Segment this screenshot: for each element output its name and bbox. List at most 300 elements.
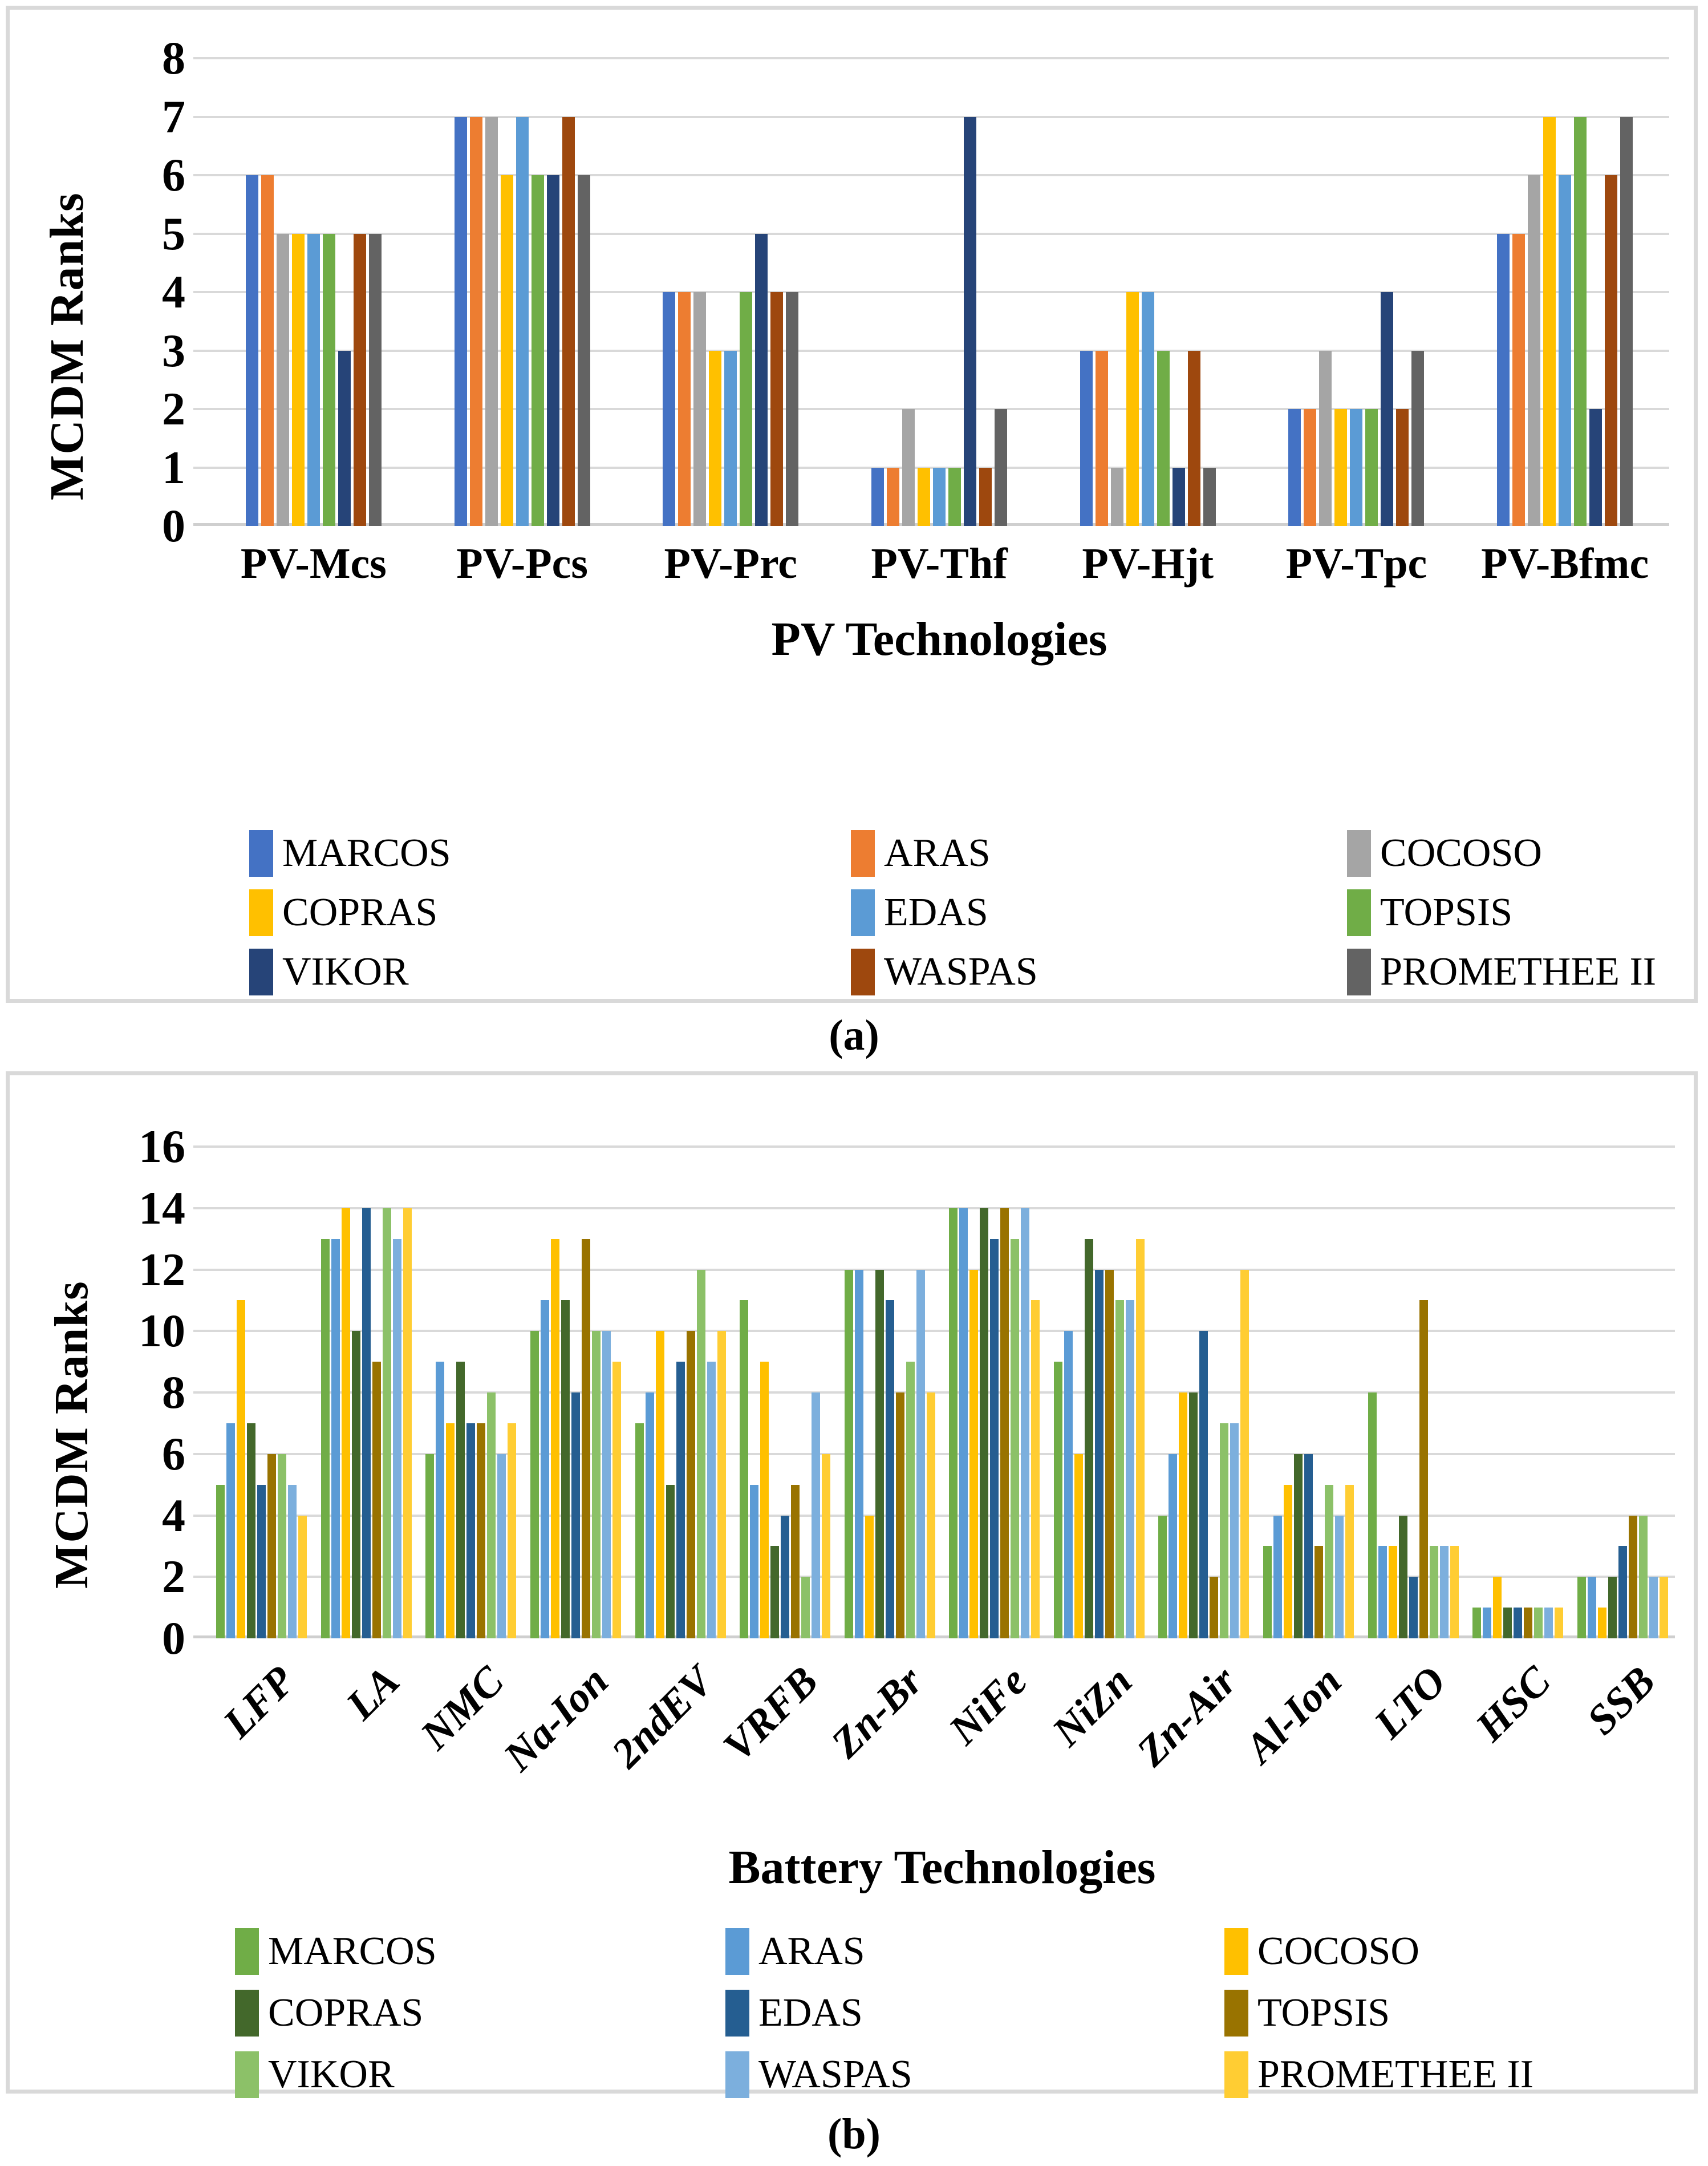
bar-group-PV-Prc	[626, 58, 835, 526]
x-axis-title: Battery Technologies	[728, 1841, 1156, 1894]
bar-MARCOS-LA	[321, 1239, 330, 1638]
bar-TOPSIS-Zn-Air	[1210, 1577, 1218, 1638]
legend-label: EDAS	[884, 890, 988, 934]
y-axis-ticks	[10, 32, 192, 552]
bar-VIKOR-PV-Mcs	[338, 351, 351, 527]
bar-TOPSIS-Zn-Br	[896, 1392, 904, 1638]
legend-label: COPRAS	[282, 890, 438, 934]
bar-group-PV-Thf	[835, 58, 1044, 526]
bar-COCOSO-LFP	[237, 1300, 245, 1638]
y-tick-label: 1	[162, 441, 185, 493]
bar-ARAS-PV-Tpc	[1304, 409, 1316, 526]
legend-item-VIKOR	[249, 947, 851, 997]
battery-rank-chart	[10, 1075, 1694, 2096]
bar-WASPAS-NiZn	[1126, 1300, 1134, 1638]
bar-ARAS-LFP	[226, 1423, 235, 1638]
y-axis-title: MCDM Ranks	[45, 1281, 98, 1589]
bar-WASPAS-PV-Mcs	[354, 234, 366, 527]
bar-PROMETHEE II-PV-Tpc	[1411, 351, 1424, 527]
x-tick-slot	[418, 539, 627, 596]
bar-MARCOS-PV-Mcs	[246, 175, 258, 526]
bar-COPRAS-Al-Ion	[1294, 1454, 1303, 1638]
bar-TOPSIS-HSC	[1524, 1608, 1532, 1638]
bar-COPRAS-VRFB	[770, 1546, 779, 1638]
x-axis-title: PV Technologies	[771, 613, 1107, 666]
bar-ARAS-Al-Ion	[1273, 1516, 1282, 1639]
caption-b: (b)	[827, 2110, 881, 2158]
y-tick-label: 3	[162, 324, 185, 376]
bar-WASPAS-PV-Thf	[979, 468, 992, 527]
legend-swatch-icon	[1347, 889, 1371, 936]
legend-swatch-icon	[725, 1990, 749, 2037]
bar-ARAS-NiZn	[1064, 1331, 1073, 1638]
bar-COPRAS-HSC	[1503, 1608, 1512, 1638]
legend-label: TOPSIS	[1380, 890, 1513, 934]
bar-ARAS-HSC	[1483, 1608, 1491, 1638]
bar-COPRAS-PV-Prc	[709, 351, 721, 527]
bar-VIKOR-PV-Thf	[964, 117, 976, 527]
bar-group-LFP	[209, 1147, 314, 1638]
bar-VIKOR-Al-Ion	[1325, 1485, 1333, 1638]
legend-swatch-icon	[1347, 830, 1371, 877]
bar-ARAS-PV-Prc	[678, 292, 691, 526]
legend-swatch-icon	[1224, 1990, 1248, 2037]
y-tick-label: 16	[139, 1120, 185, 1172]
bar-COCOSO-NiZn	[1074, 1454, 1083, 1638]
legend-label: COCOSO	[1257, 1929, 1419, 1973]
legend-swatch-icon	[1224, 2051, 1248, 2098]
legend-swatch-icon	[235, 1928, 259, 1975]
x-tick-label-2ndEV: 2ndEV	[603, 1657, 723, 1777]
bar-ARAS-PV-Pcs	[470, 117, 482, 527]
bar-COPRAS-NiFe	[980, 1208, 988, 1638]
bar-COCOSO-PV-Prc	[693, 292, 706, 526]
bar-TOPSIS-NMC	[477, 1423, 485, 1638]
bar-TOPSIS-2ndEV	[687, 1331, 695, 1638]
legend-label: MARCOS	[282, 831, 451, 875]
bar-WASPAS-PV-Prc	[770, 292, 783, 526]
legend-swatch-icon	[1347, 949, 1371, 995]
bar-groups	[209, 1147, 1675, 1638]
x-tick-slot	[942, 1647, 1047, 1824]
bar-group-HSC	[1466, 1147, 1571, 1638]
bar-TOPSIS-LA	[372, 1362, 381, 1638]
legend-item-PROMETHEE II	[1224, 2050, 1615, 2100]
bar-PROMETHEE II-LA	[403, 1208, 412, 1638]
x-tick-slot	[1252, 539, 1461, 596]
bar-COPRAS-PV-Tpc	[1334, 409, 1347, 526]
bar-WASPAS-LTO	[1440, 1546, 1449, 1638]
x-tick-slot	[626, 539, 835, 596]
y-tick-label: 8	[162, 1366, 185, 1418]
y-tick-label: 10	[139, 1305, 185, 1357]
y-tick-label: 4	[162, 266, 185, 318]
bar-MARCOS-LTO	[1368, 1392, 1377, 1638]
bar-MARCOS-PV-Bfmc	[1497, 234, 1510, 527]
bar-PROMETHEE II-Zn-Air	[1240, 1270, 1249, 1639]
x-tick-label-PV-Tpc: PV-Tpc	[1285, 540, 1427, 588]
bar-VIKOR-LTO	[1430, 1546, 1438, 1638]
bar-WASPAS-VRFB	[812, 1392, 820, 1638]
bar-TOPSIS-SSB	[1629, 1516, 1637, 1639]
bar-EDAS-LFP	[257, 1485, 266, 1638]
bar-ARAS-SSB	[1588, 1577, 1596, 1638]
bar-MARCOS-NiZn	[1054, 1362, 1062, 1638]
x-tick-label-LFP: LFP	[214, 1657, 304, 1747]
bar-COPRAS-Na-Ion	[561, 1300, 570, 1638]
bar-EDAS-HSC	[1514, 1608, 1522, 1638]
x-axis-ticks	[209, 1647, 1675, 1824]
bar-PROMETHEE II-LFP	[298, 1516, 307, 1639]
bar-COCOSO-Zn-Air	[1179, 1392, 1187, 1638]
bar-WASPAS-PV-Hjt	[1188, 351, 1200, 527]
bar-WASPAS-LFP	[288, 1485, 297, 1638]
legend-swatch-icon	[249, 830, 273, 877]
legend-item-VIKOR	[235, 2050, 725, 2100]
bar-VIKOR-LFP	[278, 1454, 286, 1638]
legend-item-MARCOS	[235, 1926, 725, 1977]
x-tick-slot	[835, 539, 1044, 596]
bar-WASPAS-2ndEV	[707, 1362, 716, 1638]
bar-ARAS-VRFB	[750, 1485, 758, 1638]
pv-rank-chart	[10, 10, 1694, 999]
legend-swatch-icon	[235, 1990, 259, 2037]
bar-PROMETHEE II-VRFB	[822, 1454, 830, 1638]
legend-swatch-icon	[1224, 1928, 1248, 1975]
bar-VIKOR-HSC	[1534, 1608, 1543, 1638]
bar-WASPAS-NiFe	[1021, 1208, 1029, 1638]
legend-label: COCOSO	[1380, 831, 1542, 875]
bar-group-PV-Bfmc	[1460, 58, 1669, 526]
bar-ARAS-2ndEV	[646, 1392, 654, 1638]
bar-PROMETHEE II-NiZn	[1136, 1239, 1145, 1638]
bar-group-PV-Mcs	[209, 58, 418, 526]
legend-item-COCOSO	[1347, 828, 1656, 878]
bar-EDAS-NiFe	[990, 1239, 999, 1638]
bar-MARCOS-PV-Hjt	[1080, 351, 1093, 527]
bar-EDAS-PV-Bfmc	[1559, 175, 1571, 526]
bar-EDAS-Zn-Air	[1199, 1331, 1208, 1638]
x-tick-label-Zn-Br: Zn-Br	[822, 1657, 932, 1767]
y-axis-title: MCDM Ranks	[40, 192, 94, 500]
bar-VIKOR-SSB	[1639, 1516, 1648, 1639]
bar-COPRAS-Zn-Air	[1189, 1392, 1198, 1638]
bar-PROMETHEE II-Zn-Br	[927, 1392, 935, 1638]
x-tick-label-PV-Hjt: PV-Hjt	[1082, 540, 1214, 588]
bar-EDAS-PV-Hjt	[1142, 292, 1154, 526]
bar-COCOSO-NMC	[446, 1423, 455, 1638]
bar-EDAS-Na-Ion	[571, 1392, 580, 1638]
x-tick-label-PV-Pcs: PV-Pcs	[456, 540, 588, 588]
bar-MARCOS-PV-Thf	[871, 468, 884, 527]
x-tick-label-SSB: SSB	[1578, 1657, 1665, 1744]
y-tick-label: 6	[162, 1427, 185, 1480]
bar-COCOSO-VRFB	[760, 1362, 769, 1638]
bar-ARAS-NiFe	[959, 1208, 968, 1638]
legend	[235, 1926, 1615, 2100]
bar-VIKOR-Zn-Air	[1220, 1423, 1228, 1638]
bar-group-NiZn	[1047, 1147, 1152, 1638]
bar-MARCOS-PV-Pcs	[455, 117, 467, 527]
legend-item-WASPAS	[725, 2050, 1224, 2100]
bar-WASPAS-Al-Ion	[1335, 1516, 1344, 1639]
legend-item-COPRAS	[249, 888, 851, 938]
x-tick-label-VRFB: VRFB	[714, 1657, 827, 1771]
bar-EDAS-PV-Pcs	[516, 117, 529, 527]
bar-groups	[209, 58, 1669, 526]
bar-PROMETHEE II-HSC	[1555, 1608, 1563, 1638]
legend-swatch-icon	[725, 1928, 749, 1975]
bar-COPRAS-PV-Bfmc	[1543, 117, 1556, 527]
legend-label: VIKOR	[268, 2052, 395, 2096]
bar-COPRAS-Zn-Br	[875, 1270, 884, 1639]
bar-MARCOS-Zn-Air	[1158, 1516, 1167, 1639]
bar-COPRAS-SSB	[1608, 1577, 1617, 1638]
legend-swatch-icon	[851, 889, 875, 936]
caption-a: (a)	[829, 1011, 879, 1059]
y-tick-label: 0	[162, 1612, 185, 1664]
bar-COCOSO-Al-Ion	[1284, 1485, 1292, 1638]
y-tick-label: 7	[162, 90, 185, 143]
bar-PROMETHEE II-PV-Mcs	[369, 234, 382, 527]
x-tick-slot	[1571, 1647, 1675, 1824]
legend-label: WASPAS	[884, 950, 1038, 994]
bar-PROMETHEE II-PV-Prc	[786, 292, 798, 526]
bar-MARCOS-LFP	[216, 1485, 225, 1638]
x-tick-slot	[314, 1647, 419, 1824]
legend-label: COPRAS	[268, 1991, 424, 2035]
bar-ARAS-LA	[331, 1239, 340, 1638]
bar-COCOSO-PV-Bfmc	[1528, 175, 1540, 526]
bar-EDAS-NiZn	[1095, 1270, 1103, 1639]
legend-item-EDAS	[725, 1988, 1224, 2038]
x-tick-slot	[1044, 539, 1252, 596]
y-tick-label: 0	[162, 500, 185, 552]
legend-label: VIKOR	[282, 950, 409, 994]
legend-item-WASPAS	[851, 947, 1347, 997]
bar-ARAS-PV-Mcs	[261, 175, 274, 526]
bar-TOPSIS-PV-Pcs	[532, 175, 544, 526]
bar-EDAS-VRFB	[781, 1516, 789, 1639]
bar-MARCOS-SSB	[1577, 1577, 1586, 1638]
bar-VIKOR-PV-Prc	[755, 234, 768, 527]
bar-WASPAS-LA	[393, 1239, 401, 1638]
x-tick-slot	[1460, 539, 1669, 596]
bar-PROMETHEE II-PV-Hjt	[1203, 468, 1216, 527]
legend-label: EDAS	[758, 1991, 863, 2035]
bar-TOPSIS-PV-Bfmc	[1574, 117, 1587, 527]
legend-swatch-icon	[235, 2051, 259, 2098]
bar-COCOSO-Na-Ion	[551, 1239, 559, 1638]
legend-label: ARAS	[758, 1929, 865, 1973]
bar-ARAS-PV-Bfmc	[1512, 234, 1525, 527]
bar-PROMETHEE II-PV-Bfmc	[1620, 117, 1633, 527]
x-tick-label-NiFe: NiFe	[940, 1657, 1037, 1754]
bar-TOPSIS-PV-Thf	[948, 468, 961, 527]
bar-WASPAS-Zn-Br	[916, 1270, 925, 1639]
y-tick-label: 2	[162, 383, 185, 435]
bar-group-SSB	[1571, 1147, 1675, 1638]
bar-COCOSO-PV-Hjt	[1111, 468, 1123, 527]
bar-COPRAS-PV-Mcs	[292, 234, 305, 527]
y-tick-label: 6	[162, 149, 185, 201]
bar-group-NMC	[419, 1147, 524, 1638]
plot-area	[209, 1147, 1675, 1638]
bar-PROMETHEE II-PV-Pcs	[578, 175, 590, 526]
bar-TOPSIS-VRFB	[791, 1485, 800, 1638]
y-tick-label: 14	[139, 1181, 185, 1234]
bar-TOPSIS-PV-Prc	[740, 292, 752, 526]
bar-COCOSO-Zn-Br	[865, 1516, 874, 1639]
x-tick-slot	[1361, 1647, 1466, 1824]
bar-VIKOR-NiFe	[1011, 1239, 1019, 1638]
bar-ARAS-Na-Ion	[541, 1300, 549, 1638]
bar-group-2ndEV	[628, 1147, 733, 1638]
bar-PROMETHEE II-SSB	[1660, 1577, 1668, 1638]
bar-EDAS-PV-Mcs	[307, 234, 320, 527]
legend-swatch-icon	[725, 2051, 749, 2098]
bar-COPRAS-NiZn	[1085, 1239, 1093, 1638]
legend-item-PROMETHEE II	[1347, 947, 1656, 997]
bar-MARCOS-Na-Ion	[530, 1331, 539, 1638]
bar-PROMETHEE II-Na-Ion	[612, 1362, 621, 1638]
x-tick-slot	[1236, 1647, 1361, 1824]
bar-WASPAS-Na-Ion	[602, 1331, 611, 1638]
x-tick-label-PV-Mcs: PV-Mcs	[240, 540, 387, 588]
bar-VIKOR-2ndEV	[697, 1270, 705, 1639]
bar-WASPAS-PV-Pcs	[562, 117, 575, 527]
bar-MARCOS-Al-Ion	[1263, 1546, 1272, 1638]
bar-EDAS-LA	[362, 1208, 371, 1638]
bar-VIKOR-LA	[383, 1208, 391, 1638]
bar-TOPSIS-LFP	[267, 1454, 276, 1638]
bar-MARCOS-PV-Tpc	[1288, 409, 1301, 526]
bar-ARAS-PV-Thf	[887, 468, 899, 527]
bar-COPRAS-PV-Pcs	[501, 175, 513, 526]
x-tick-slot	[209, 1647, 314, 1824]
bar-group-PV-Pcs	[418, 58, 627, 526]
bar-TOPSIS-PV-Hjt	[1157, 351, 1170, 527]
x-axis-ticks	[209, 539, 1669, 596]
bar-COCOSO-2ndEV	[656, 1331, 664, 1638]
legend-item-EDAS	[851, 888, 1347, 938]
x-tick-label-Al-Ion: Al-Ion	[1236, 1657, 1350, 1772]
bar-EDAS-Al-Ion	[1304, 1454, 1313, 1638]
x-tick-slot	[714, 1647, 838, 1824]
legend-label: PROMETHEE II	[1257, 2052, 1534, 2096]
bar-COCOSO-LTO	[1389, 1546, 1397, 1638]
bar-EDAS-PV-Prc	[724, 351, 737, 527]
bar-EDAS-Zn-Br	[886, 1300, 894, 1638]
bar-group-VRFB	[733, 1147, 838, 1638]
bar-COCOSO-HSC	[1493, 1577, 1502, 1638]
legend-label: PROMETHEE II	[1380, 950, 1657, 994]
plot-area	[209, 58, 1669, 526]
legend-item-COCOSO	[1224, 1926, 1615, 1977]
bar-MARCOS-NiFe	[949, 1208, 958, 1638]
bar-group-LA	[314, 1147, 419, 1638]
x-tick-label-LTO: LTO	[1365, 1657, 1455, 1748]
y-tick-label: 8	[162, 32, 185, 84]
x-tick-slot	[1466, 1647, 1571, 1824]
bar-group-LTO	[1361, 1147, 1466, 1638]
bar-ARAS-LTO	[1378, 1546, 1387, 1638]
bar-group-PV-Tpc	[1252, 58, 1461, 526]
bar-VIKOR-PV-Pcs	[547, 175, 559, 526]
legend-label: MARCOS	[268, 1929, 437, 1973]
bar-WASPAS-HSC	[1544, 1608, 1553, 1638]
bar-TOPSIS-PV-Mcs	[323, 234, 335, 527]
y-axis-ticks	[10, 1120, 192, 1664]
legend-item-MARCOS	[249, 828, 851, 878]
legend-item-ARAS	[851, 828, 1347, 878]
bar-ARAS-Zn-Air	[1169, 1454, 1177, 1638]
bar-VIKOR-NMC	[487, 1392, 496, 1638]
bar-WASPAS-Zn-Air	[1230, 1423, 1239, 1638]
bar-EDAS-PV-Thf	[933, 468, 946, 527]
bar-ARAS-PV-Hjt	[1096, 351, 1108, 527]
bar-COPRAS-2ndEV	[666, 1485, 675, 1638]
legend-swatch-icon	[249, 949, 273, 995]
bar-COPRAS-PV-Hjt	[1126, 292, 1139, 526]
bar-VIKOR-NiZn	[1115, 1300, 1124, 1638]
bar-group-PV-Hjt	[1044, 58, 1252, 526]
legend-swatch-icon	[851, 830, 875, 877]
x-tick-label-NMC: NMC	[412, 1657, 513, 1759]
bar-PROMETHEE II-LTO	[1450, 1546, 1459, 1638]
legend-label: TOPSIS	[1257, 1991, 1390, 2035]
x-tick-label-Zn-Air: Zn-Air	[1128, 1657, 1246, 1775]
bar-MARCOS-2ndEV	[635, 1423, 644, 1638]
x-tick-label-NiZn: NiZn	[1043, 1657, 1141, 1756]
bar-PROMETHEE II-2ndEV	[717, 1331, 726, 1638]
legend-item-COPRAS	[235, 1988, 725, 2038]
x-tick-label-Na-Ion: Na-Ion	[494, 1657, 618, 1780]
bar-ARAS-Zn-Br	[855, 1270, 863, 1639]
legend-label: WASPAS	[758, 2052, 912, 2096]
bar-TOPSIS-NiZn	[1105, 1270, 1114, 1639]
bar-COPRAS-LTO	[1399, 1516, 1407, 1639]
legend-item-TOPSIS	[1347, 888, 1656, 938]
bar-WASPAS-SSB	[1649, 1577, 1658, 1638]
bar-MARCOS-HSC	[1472, 1608, 1481, 1638]
bar-COCOSO-LA	[342, 1208, 350, 1638]
bar-TOPSIS-NiFe	[1000, 1208, 1009, 1638]
bar-group-NiFe	[942, 1147, 1047, 1638]
bar-WASPAS-NMC	[497, 1454, 506, 1638]
panel-a	[6, 6, 1698, 1003]
legend-item-TOPSIS	[1224, 1988, 1615, 2038]
bar-PROMETHEE II-NMC	[508, 1423, 516, 1638]
bar-WASPAS-PV-Tpc	[1396, 409, 1409, 526]
y-tick-label: 12	[139, 1243, 185, 1295]
bar-EDAS-LTO	[1409, 1577, 1418, 1638]
x-tick-label-PV-Thf: PV-Thf	[871, 540, 1008, 588]
x-tick-label-PV-Bfmc: PV-Bfmc	[1481, 540, 1649, 588]
bar-EDAS-2ndEV	[676, 1362, 685, 1638]
bar-PROMETHEE II-PV-Thf	[995, 409, 1007, 526]
y-tick-label: 5	[162, 207, 185, 260]
bar-PROMETHEE II-NiFe	[1031, 1300, 1040, 1638]
bar-VIKOR-VRFB	[801, 1577, 810, 1638]
bar-group-Al-Ion	[1256, 1147, 1361, 1638]
bar-ARAS-NMC	[436, 1362, 444, 1638]
bar-WASPAS-PV-Bfmc	[1605, 175, 1617, 526]
bar-COPRAS-PV-Thf	[918, 468, 930, 527]
bar-TOPSIS-Na-Ion	[582, 1239, 590, 1638]
y-tick-label: 4	[162, 1489, 185, 1541]
bar-group-Zn-Air	[1151, 1147, 1256, 1638]
